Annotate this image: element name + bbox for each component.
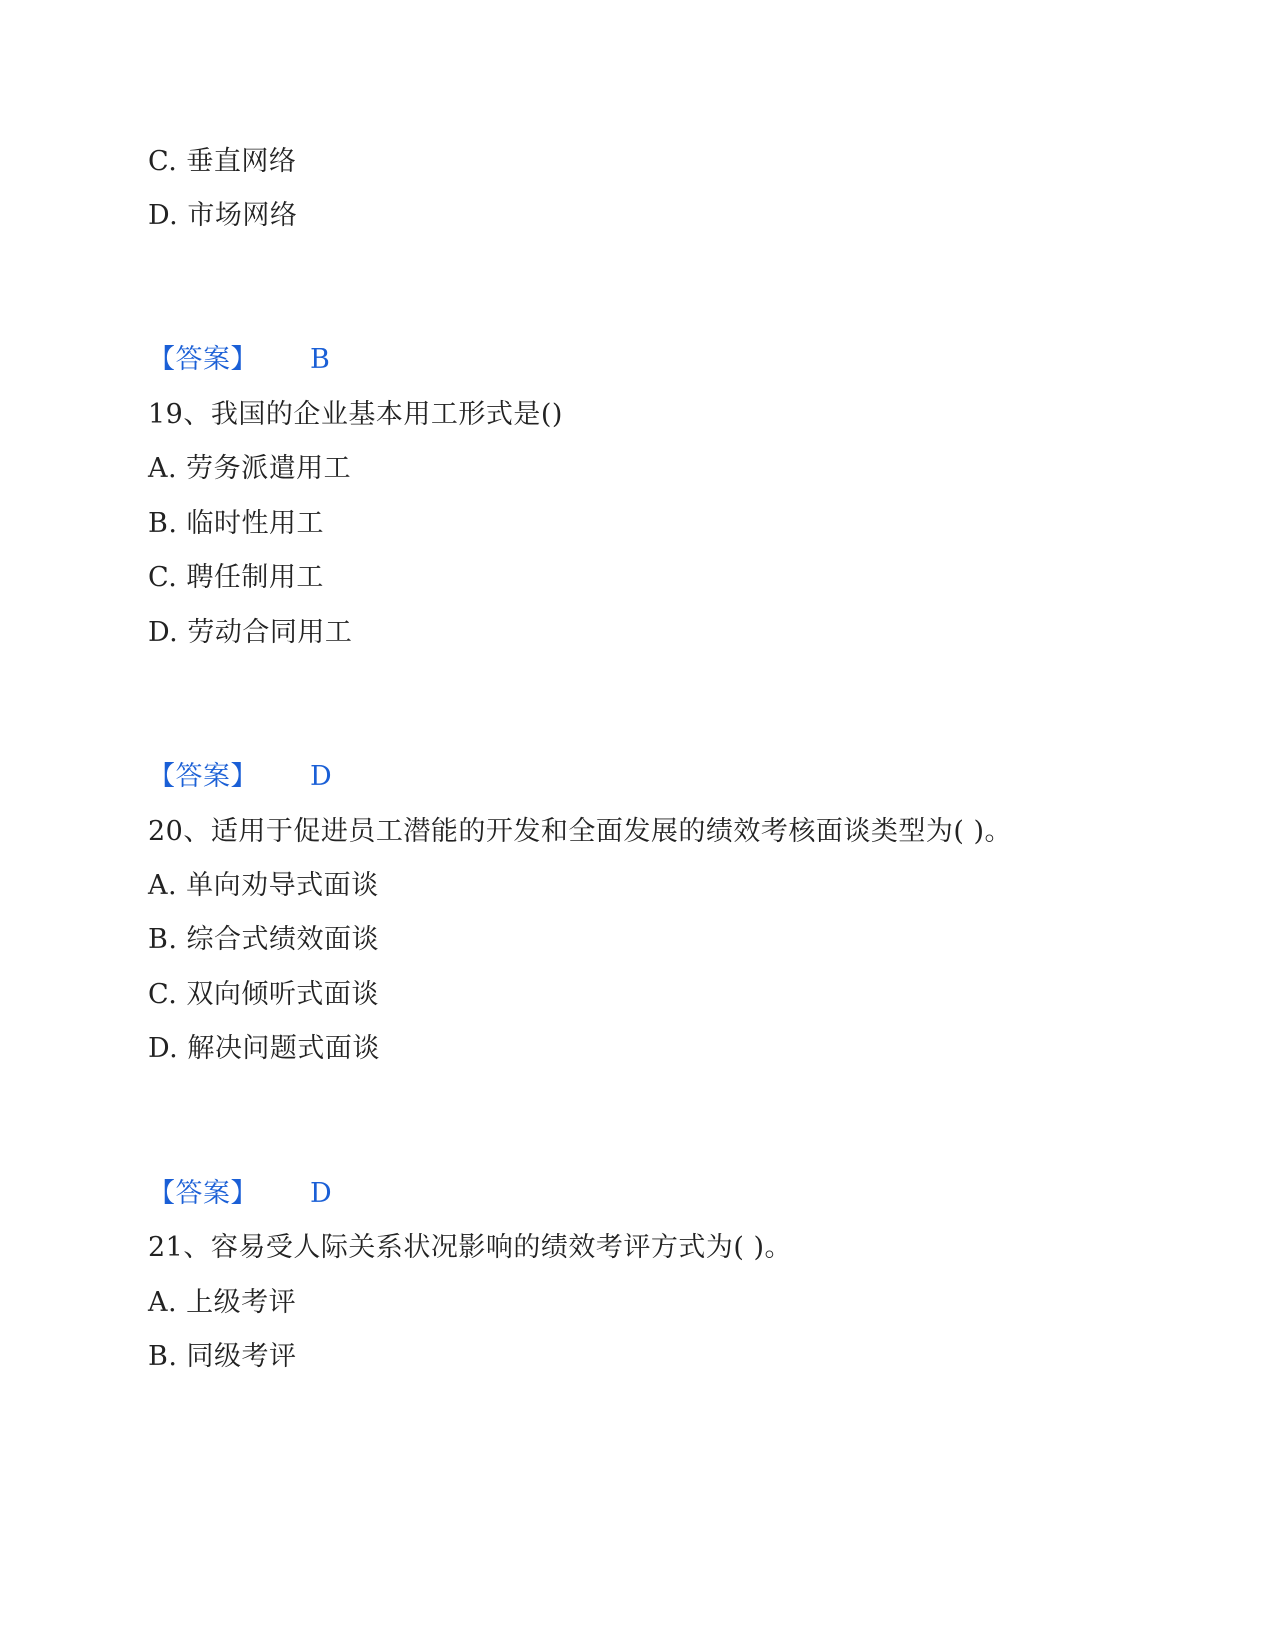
question-19: 19、我国的企业基本用工形式是()	[148, 399, 563, 430]
option-b: B. 同级考评	[148, 1341, 297, 1372]
answer-value: D	[310, 1178, 333, 1209]
answer-label: 【答案】	[148, 761, 258, 792]
option-c: C. 双向倾听式面谈	[148, 979, 379, 1010]
answer-line	[148, 760, 332, 794]
question-21: 21、容易受人际关系状况影响的绩效考评方式为( )。	[148, 1232, 793, 1263]
question-20: 20、适用于促进员工潜能的开发和全面发展的绩效考核面谈类型为( )。	[148, 816, 1013, 847]
option-d: D. 市场网络	[148, 200, 298, 231]
answer-value: B	[310, 344, 331, 375]
option-c: C. 聘任制用工	[148, 562, 324, 593]
option-a: A. 单向劝导式面谈	[148, 870, 379, 901]
option-a: A. 上级考评	[148, 1287, 297, 1318]
answer-line	[148, 343, 330, 377]
answer-label: 【答案】	[148, 1178, 258, 1209]
option-c: C. 垂直网络	[148, 146, 297, 177]
option-b: B. 综合式绩效面谈	[148, 924, 380, 955]
option-a: A. 劳务派遣用工	[148, 453, 352, 484]
answer-label: 【答案】	[148, 344, 258, 375]
answer-value: D	[310, 761, 333, 792]
option-b: B. 临时性用工	[148, 508, 325, 539]
answer-line	[148, 1177, 332, 1211]
option-d: D. 解决问题式面谈	[148, 1033, 380, 1064]
option-d: D. 劳动合同用工	[148, 617, 353, 648]
